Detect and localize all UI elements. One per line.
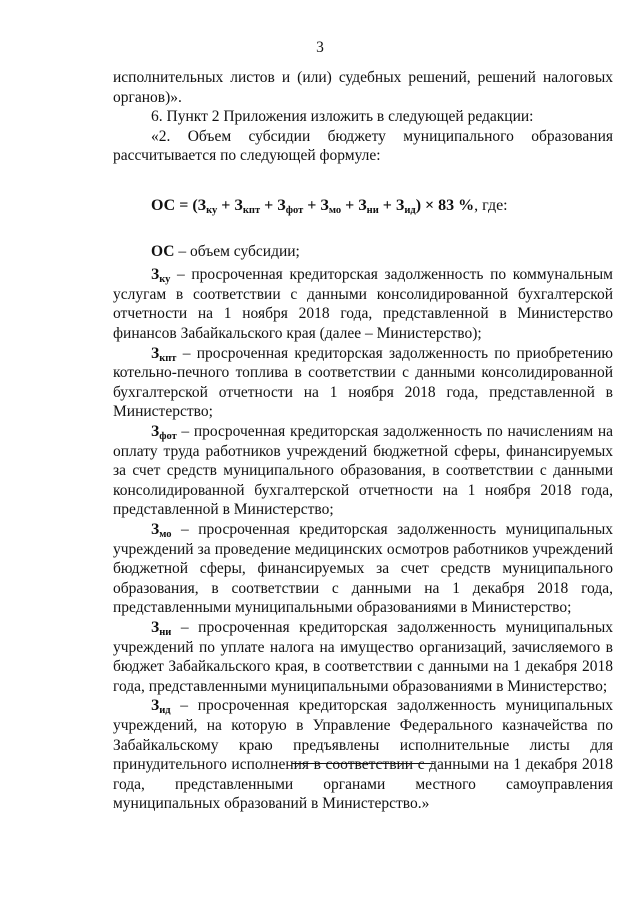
- item-6-paragraph: 6. Пункт 2 Приложения изложить в следующей редакции:: [151, 108, 534, 126]
- formula-term-2: $З_{кпт}$: [234, 196, 261, 216]
- formula-plus: +: [341, 196, 359, 214]
- definition-z-fot: $З_{фот}$ – просроченная кредиторская задолженность по начислениям на оплату труда работников учреждений бюджетной сферы, финансируемых за счет средств муниципального образования, в соответствии с данными консолидированной бухгалтерской отчетности на 1 ноября 2018 года, представленной в Министерство;: [113, 423, 613, 519]
- formula-plus: +: [378, 196, 396, 214]
- formula-term-5: $З_{ни}$: [358, 196, 379, 216]
- definition-z-ku: $З_{ку}$ – просроченная кредиторская задолженность по коммунальным услугам в соответствии с данными консолидированной бухгалтерской отчетности на 1 ноября 2018 года, представленной в Министерство финансов Забайкальского края (далее – Министерство);: [113, 266, 613, 343]
- closing-rule: [292, 763, 434, 764]
- continuation-paragraph: исполнительных листов и (или) судебных решений, решений налоговых органов)».: [113, 69, 613, 106]
- formula-term-6: $З_{ид}$: [395, 196, 416, 216]
- formula-plus: +: [217, 196, 235, 214]
- definition-oc: ОС – объем субсидии;: [151, 242, 300, 260]
- definition-z-mo: $З_{мо}$ – просроченная кредиторская задолженность муниципальных учреждений за проведение медицинских осмотров работников учреждений бюджетной сферы, финансируемых за счет средств муниципального образования, в соответствии с данными на 1 декабря 2018 года, представленными муниципальными образованиями в Министерство;: [113, 520, 613, 617]
- formula-lhs: ОС: [151, 196, 176, 214]
- formula-tail: , где:: [474, 196, 508, 214]
- definition-z-kpt: $З_{кпт}$ – просроченная кредиторская задолженность по приобретению котельно-печного топлива в соответствии с данными консолидированной бухгалтерской отчетности на 1 ноября 2018 года, представленной в Министерство;: [113, 344, 613, 421]
- formula-plus: +: [260, 196, 278, 214]
- formula-close: ) × 83 %: [415, 196, 475, 214]
- formula-term-4: $З_{мо}$: [320, 196, 342, 216]
- formula-term-3: $З_{фот}$: [277, 196, 304, 216]
- document-body: [113, 68, 613, 814]
- clause-2-paragraph: «2. Объем субсидии бюджету муниципального образования рассчитывается по следующей формуле:: [113, 127, 613, 165]
- definition-z-id: $З_{ид}$ – просроченная кредиторская задолженность муниципальных учреждений, на которую в Управление Федерального казначейства по Забайкальскому краю предъявлены исполнительные листы для принудительного исполнения в соответствии с данными на 1 декабря 2018 года, представленными органами местного самоуправления муниципальных образований в Министерство.»: [113, 697, 613, 813]
- formula-plus: +: [303, 196, 321, 214]
- formula-term-1: $З_{ку}$: [197, 196, 218, 216]
- subsidy-formula: [113, 196, 613, 216]
- definition-z-ni: $З_{ни}$ – просроченная кредиторская задолженность муниципальных учреждений по уплате налога на имущество организаций, зачисляемого в бюджет Забайкальского края, в соответствии с данными на 1 декабря 2018 года, представленными муниципальными образованиями в Министерство;: [113, 618, 613, 695]
- formula-eq: = (: [175, 196, 198, 214]
- page-number: 3: [316, 39, 324, 56]
